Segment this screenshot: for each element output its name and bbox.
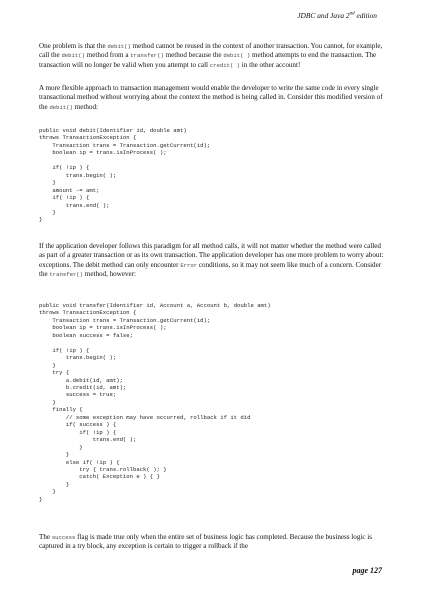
paragraph-text: conditions, so it may not seem like much of a concern. Consider the <box>39 260 382 279</box>
paragraph-text: method cannot be reused in the context of another transaction. You cannot, for example, call the <box>39 42 383 60</box>
paragraph-debit-problem <box>39 42 384 70</box>
paragraph-text: method: <box>72 102 98 111</box>
header-title: JDBC and Java 2 <box>297 11 350 20</box>
paragraph-text: in the other account! <box>240 60 301 69</box>
paragraph-success-flag <box>39 533 384 552</box>
paragraph-text: One problem is that the <box>39 42 108 50</box>
inline-code: debit( ) <box>223 52 251 60</box>
inline-code: credit( ) <box>209 61 241 69</box>
inline-code: debit() <box>107 43 131 50</box>
inline-code: debit() <box>61 52 85 60</box>
header-title-tail: edition <box>354 11 377 20</box>
paragraph-text: If the application developer follows this paradigm for all method calls, it will not matter whether the method were called as part of a greater transaction or as its own transaction. The application developer has one more problem to worry about: exceptions. The debit method can only encounter <box>39 242 384 269</box>
inline-code: transfer() <box>49 271 84 279</box>
header-superscript: nd <box>349 11 355 17</box>
paragraph-text: flag is made true only when the entire set of business logic has completed. Because the business logic is captured in a try block, any exception is certain to trigger a rollback if the <box>39 533 372 551</box>
inline-code: debit() <box>49 103 73 111</box>
paragraph-text: method from a <box>84 51 131 60</box>
inline-code: success <box>51 534 76 541</box>
inline-code: transfer() <box>130 52 164 60</box>
inline-code: Error <box>180 261 198 269</box>
paragraph-text: method attempts to end the transaction. The transaction will no longer be valid when you attempt to call <box>39 51 377 69</box>
paragraph-text: method, however: <box>83 270 137 279</box>
paragraph-text: A more flexible approach to transaction management would enable the developer to write the same code in every single transactional method without worrying about the context the method is being called in. Consider this modified version of the <box>39 84 383 111</box>
paragraph-exceptions <box>39 242 384 280</box>
code-listing-debit: public void debit(Identifier id, double amt) throws TransactionException { Transaction trans = Transaction.getCurrent(id); boolean ip = trans.isInProcess( ); if( !ip ) { trans.begin( ); } amount -= amt; if( !ip ) { trans.end( ); } } <box>39 127 211 224</box>
code-listing-transfer: public void transfer(Identifier id, Account a, Account b, double amt) throws TransactionException { Transaction trans = Transaction.getCurrent(id); boolean ip = trans.isInProcess( ); boolean success = false; if( !ip ) { trans.begin( ); } try { a.debit(id, amt); b.credit(id, amt); success = true; } finally { // some exception may have occurred, rollback if it did if( success ) { if( !ip ) { trans.end( ); } } else if( !ip ) { try { trans.rollback( ); } catch( Exception e ) { } } } } <box>39 302 271 503</box>
running-header <box>297 11 377 20</box>
paragraph-text: method because the <box>163 51 224 60</box>
paragraph-flexible-approach <box>39 84 384 112</box>
page-number: page 127 <box>352 566 382 575</box>
paragraph-text: The <box>39 533 52 541</box>
